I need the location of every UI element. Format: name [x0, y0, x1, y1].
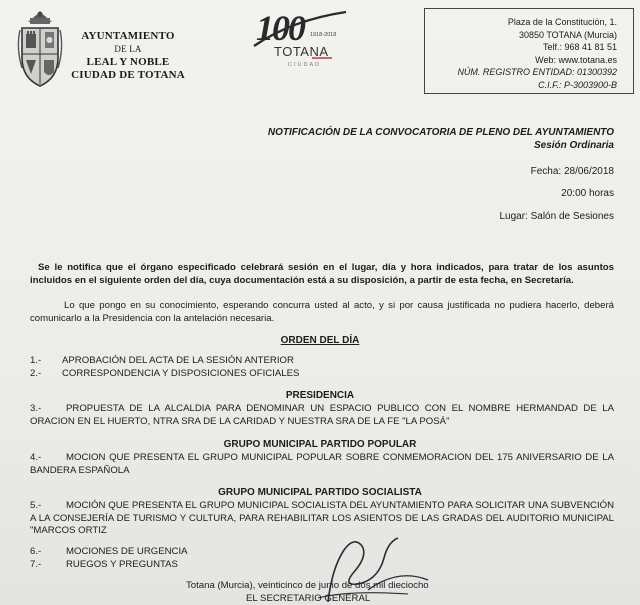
item-number: 7.- [30, 559, 42, 570]
address-city: 30850 TOTANA (Murcia) [518, 29, 617, 40]
section-presidencia: PRESIDENCIA [285, 390, 355, 401]
session-date: Fecha: 28/06/2018 [530, 166, 614, 177]
logo-number: 100 [256, 8, 304, 48]
item-text: MOCIONES DE URGENCIA [66, 546, 188, 557]
coat-of-arms-icon [14, 8, 66, 90]
item-text: CORRESPONDENCIA Y DISPOSICIONES OFICIALES [62, 368, 300, 379]
notice-paragraph: Se le notifica que el órgano especificado celebrará sesión en el lugar, día y hora indicados, para tratar de los asuntos incluidos en el siguiente orden del día, cuya documentación está a su disposición, a partir de esta fecha, en Secretaría. [30, 262, 614, 286]
item-text: MOCIÓN QUE PRESENTA EL GRUPO MUNICIPAL SOCIALISTA DEL AYUNTAMIENTO PARA SOLICITAR UNA SUBVENCIÓN A LA CONSEJERÍA DE TURISMO Y CULTURA, PARA REHABILITAR LOS ASIENTOS DE LAS GRADAS DEL AUDITORIO MUNICIPAL "MARCOS ORTIZ [30, 500, 614, 537]
item-number: 2.- [30, 368, 42, 379]
municipality-name [70, 30, 186, 82]
footer-signer: EL SECRETARIO GENERAL [246, 593, 371, 604]
address-street: Plaza de la Constitución, 1. [507, 17, 617, 27]
item-text: APROBACIÓN DEL ACTA DE LA SESIÓN ANTERIOR [62, 355, 294, 366]
address-box [424, 8, 634, 94]
item-number: 5.- [30, 500, 42, 511]
notice-title-text: NOTIFICACIÓN DE LA CONVOCATORIA DE PLENO DEL AYUNTAMIENTO [267, 127, 614, 138]
notice-title [250, 126, 614, 152]
logo-years: 1918-2018 [310, 32, 337, 38]
section-partido-popular: GRUPO MUNICIPAL PARTIDO POPULAR [223, 439, 417, 450]
address-web: Web: www.totana.es [535, 54, 617, 65]
registry-number: NÚM. REGISTRO ENTIDAD: 01300392 [457, 67, 617, 78]
logo-subtitle: CIUDAD [288, 62, 322, 68]
session-time: 20:00 horas [561, 188, 614, 199]
item-number: 3.- [30, 403, 42, 414]
item-number: 4.- [30, 452, 42, 463]
item-number: 1.- [30, 355, 42, 366]
contact-paragraph: Lo que pongo en su conocimiento, esperando concurra usted al acto, y si por causa justificada no pudiera hacerlo, deberá comunicarlo a la Presidencia con la antelación necesaria. [30, 300, 614, 324]
agenda-item-2 [30, 368, 299, 381]
item-text: PROPUESTA DE LA ALCALDIA PARA DENOMINAR UN ESPACIO PUBLICO CON EL NOMBRE HERMANDAD DE LA ORACION EN EL HUERTO, NTRA SRA DE LA CARIDAD Y NUESTRA SRA DE LA FE "LA POSÁ" [30, 403, 614, 427]
org-line-4: CIUDAD DE TOTANA [71, 69, 185, 81]
session-type: Sesión Ordinaria [533, 140, 614, 151]
section-partido-socialista: GRUPO MUNICIPAL PARTIDO SOCIALISTA [218, 487, 422, 498]
logo-name: TOTANA [274, 44, 329, 59]
footer-place-date: Totana (Murcia), veinticinco de junio de dos mil dieciocho [186, 580, 429, 591]
agenda-item-3 [30, 403, 614, 428]
org-line-3: LEAL Y NOBLE [86, 56, 170, 68]
tax-id: C.I.F.: P-3003900-B [538, 79, 617, 90]
agenda-heading: ORDEN DEL DÍA [280, 335, 360, 346]
agenda-item-6 [30, 546, 188, 559]
agenda-item-4 [30, 452, 614, 477]
agenda-item-1 [30, 355, 294, 368]
org-line-2: DE LA [114, 44, 142, 54]
address-phone: Telf.: 968 41 81 51 [542, 42, 617, 53]
item-text: MOCION QUE PRESENTA EL GRUPO MUNICIPAL POPULAR SOBRE CONMEMORACION DEL 175 ANIVERSARIO DE LA BANDERA ESPAÑOLA [30, 452, 614, 476]
org-line-1: AYUNTAMIENTO [81, 30, 175, 42]
agenda-item-7 [30, 559, 178, 572]
session-place: Lugar: Salón de Sesiones [499, 211, 614, 222]
item-text: RUEGOS Y PREGUNTAS [66, 559, 178, 570]
centenary-logo [252, 6, 348, 68]
item-number: 6.- [30, 546, 42, 557]
